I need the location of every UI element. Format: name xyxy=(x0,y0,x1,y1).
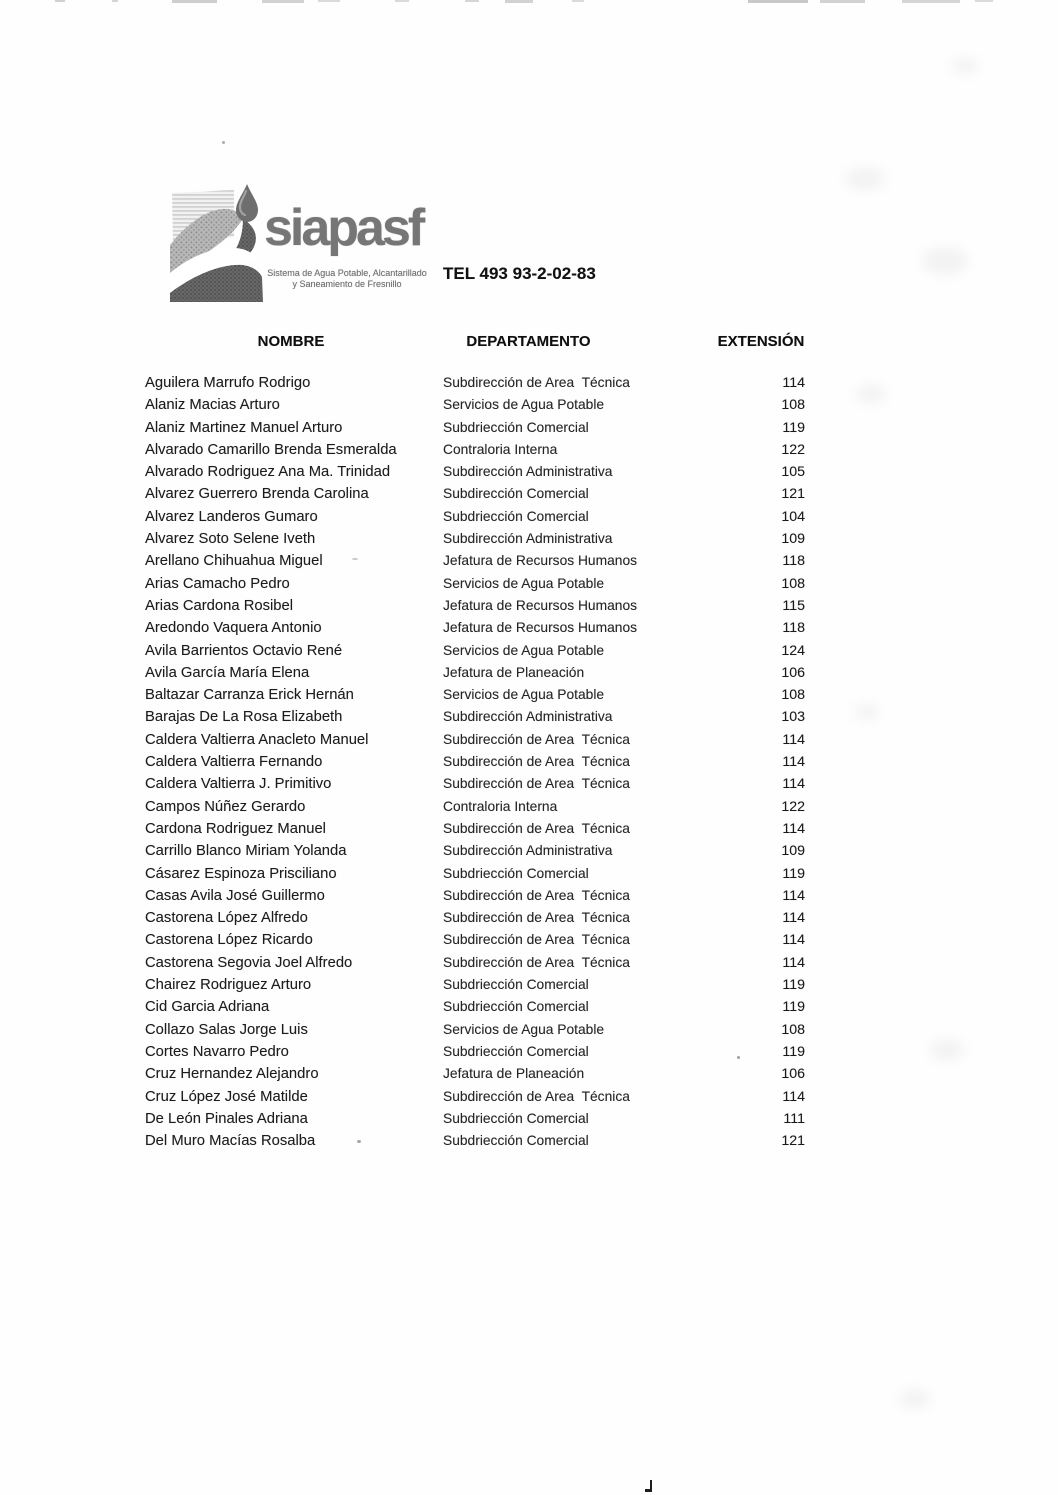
employee-name: Cruz López José Matilde xyxy=(145,1088,308,1105)
table-row xyxy=(0,375,1058,397)
employee-name: Avila García María Elena xyxy=(145,664,310,681)
table-row xyxy=(0,665,1058,687)
employee-department: Subdirección de Area Técnica xyxy=(443,820,630,836)
scan-artifact xyxy=(820,0,865,3)
employee-extension: 105 xyxy=(781,464,805,481)
scan-artifact xyxy=(465,0,479,2)
table-row xyxy=(0,1133,1058,1155)
table-row xyxy=(0,999,1058,1021)
employee-name: Del Muro Macías Rosalba xyxy=(145,1133,316,1150)
employee-department: Servicios de Agua Potable xyxy=(443,397,605,413)
employee-department: Contraloria Interna xyxy=(443,441,558,457)
table-row xyxy=(0,598,1058,620)
brand-wordmark: siapasf xyxy=(264,199,423,257)
employee-department: Subdirección de Area Técnica xyxy=(443,1088,630,1104)
employee-name: Campos Núñez Gerardo xyxy=(145,798,306,815)
table-row xyxy=(0,1089,1058,1111)
employee-department: Subdriección Comercial xyxy=(443,419,589,435)
employee-department: Subdriección Comercial xyxy=(443,1133,589,1149)
employee-department: Servicios de Agua Potable xyxy=(443,1021,605,1037)
table-row xyxy=(0,531,1058,553)
employee-name: Cardona Rodriguez Manuel xyxy=(145,820,326,837)
scan-artifact xyxy=(112,0,118,2)
employee-department: Subdirección de Area Técnica xyxy=(443,910,630,926)
column-header-nombre: NOMBRE xyxy=(257,333,325,350)
employee-name: Casas Avila José Guillermo xyxy=(145,887,325,904)
employee-extension: 111 xyxy=(783,1110,805,1127)
table-row xyxy=(0,955,1058,977)
employee-name: Caldera Valtierra Anacleto Manuel xyxy=(145,731,369,748)
employee-department: Subdriección Comercial xyxy=(443,1110,589,1126)
employee-extension: 124 xyxy=(781,642,805,659)
employee-department: Jefatura de Planeación xyxy=(443,1066,585,1082)
table-row xyxy=(0,486,1058,508)
employee-extension: 109 xyxy=(781,843,805,860)
table-row xyxy=(0,821,1058,843)
employee-extension: 108 xyxy=(781,575,805,592)
employee-extension: 114 xyxy=(782,776,805,793)
scan-artifact xyxy=(55,0,65,2)
employee-extension: 119 xyxy=(782,999,805,1016)
table-row xyxy=(0,553,1058,575)
table-row xyxy=(0,620,1058,642)
employee-name: Alvarez Guerrero Brenda Carolina xyxy=(145,486,369,503)
employee-name: Aguilera Marrufo Rodrigo xyxy=(145,375,311,391)
employee-department: Subdirección de Area Técnica xyxy=(443,932,630,948)
employee-department: Servicios de Agua Potable xyxy=(443,642,605,658)
employee-extension: 118 xyxy=(782,620,805,637)
scan-artifact xyxy=(975,0,993,2)
employee-name: Arellano Chihuahua Miguel xyxy=(145,553,323,570)
employee-extension: 119 xyxy=(782,977,805,994)
employee-department: Subdriección Comercial xyxy=(443,1043,589,1059)
siapasf-logo-mark xyxy=(170,181,264,308)
employee-name: Barajas De La Rosa Elizabeth xyxy=(145,709,343,726)
scan-artifact xyxy=(395,0,409,2)
column-header-extension: EXTENSIÓN xyxy=(717,333,805,350)
table-row xyxy=(0,732,1058,754)
employee-department: Servicios de Agua Potable xyxy=(443,687,605,703)
table-row xyxy=(0,709,1058,731)
table-row xyxy=(0,888,1058,910)
employee-name: Cruz Hernandez Alejandro xyxy=(145,1066,319,1083)
employee-extension: 114 xyxy=(782,954,805,971)
employee-extension: 114 xyxy=(782,1088,805,1105)
employee-name: Alaniz Macias Arturo xyxy=(145,397,280,414)
employee-extension: 122 xyxy=(781,798,805,815)
table-row xyxy=(0,464,1058,486)
scan-artifact xyxy=(748,0,808,3)
scan-artifact xyxy=(262,0,304,3)
employee-department: Subdirección de Area Técnica xyxy=(443,887,630,903)
scan-artifact xyxy=(845,168,885,190)
employee-department: Subdriección Comercial xyxy=(443,508,589,524)
brand-tagline-line2: y Saneamiento de Fresnillo xyxy=(292,279,402,289)
employee-extension: 108 xyxy=(781,397,805,414)
employee-extension: 118 xyxy=(782,553,805,570)
table-row xyxy=(0,977,1058,999)
employee-extension: 115 xyxy=(782,597,805,614)
employee-department: Jefatura de Recursos Humanos xyxy=(443,553,638,569)
employee-name: Alaniz Martinez Manuel Arturo xyxy=(145,419,343,436)
employee-department: Subdirección Administrativa xyxy=(443,531,613,547)
employee-name: Caldera Valtierra J. Primitivo xyxy=(145,776,332,793)
employee-extension: 108 xyxy=(781,1021,805,1038)
employee-extension: 114 xyxy=(782,910,805,927)
water-drop-waves-icon xyxy=(170,290,264,307)
employee-department: Subdirección Administrativa xyxy=(443,709,613,725)
scan-artifact xyxy=(172,0,217,3)
employee-name: Carrillo Blanco Miriam Yolanda xyxy=(145,843,347,860)
employee-department: Subdriección Comercial xyxy=(443,977,589,993)
employee-name: Cortes Navarro Pedro xyxy=(145,1043,289,1060)
employee-extension: 114 xyxy=(782,932,805,949)
employee-name: Avila Barrientos Octavio René xyxy=(145,642,343,659)
employee-department: Servicios de Agua Potable xyxy=(443,575,605,591)
employee-name: Castorena López Alfredo xyxy=(145,910,308,927)
scan-artifact xyxy=(222,141,225,144)
scan-artifact xyxy=(902,0,960,3)
employee-name: Aredondo Vaquera Antonio xyxy=(145,620,322,637)
employee-extension: 114 xyxy=(782,375,805,391)
scan-artifact xyxy=(318,0,340,2)
employee-extension: 121 xyxy=(781,1133,805,1150)
table-row xyxy=(0,910,1058,932)
employee-department: Subdriección Comercial xyxy=(443,999,589,1015)
employee-department: Subdirección de Area Técnica xyxy=(443,375,630,390)
scan-artifact xyxy=(645,1489,651,1492)
employee-department: Subdriección Comercial xyxy=(443,865,589,881)
employee-extension: 119 xyxy=(782,419,805,436)
employee-department: Jefatura de Recursos Humanos xyxy=(443,597,638,613)
employee-extension: 114 xyxy=(782,887,805,904)
employee-name: Arias Cardona Rosibel xyxy=(145,597,294,614)
brand-tagline xyxy=(258,268,436,290)
employee-department: Subdirección Administrativa xyxy=(443,464,613,480)
employee-department: Subdirección Comercial xyxy=(443,486,589,502)
employee-name: Caldera Valtierra Fernando xyxy=(145,754,323,771)
table-row xyxy=(0,843,1058,865)
employee-name: Chairez Rodriguez Arturo xyxy=(145,977,312,994)
employee-department: Jefatura de Planeación xyxy=(443,664,585,680)
table-row xyxy=(0,776,1058,798)
employee-name: Alvarado Camarillo Brenda Esmeralda xyxy=(145,441,397,458)
scan-artifact xyxy=(922,248,968,274)
table-row xyxy=(0,576,1058,598)
employee-extension: 119 xyxy=(782,865,805,882)
table-row xyxy=(0,866,1058,888)
employee-department: Jefatura de Recursos Humanos xyxy=(443,620,638,636)
table-row xyxy=(0,643,1058,665)
employee-department: Subdirección de Area Técnica xyxy=(443,954,630,970)
scan-artifact xyxy=(505,0,533,3)
employee-name: Collazo Salas Jorge Luis xyxy=(145,1021,308,1038)
employee-extension: 114 xyxy=(782,731,805,748)
employee-name: Alvarado Rodriguez Ana Ma. Trinidad xyxy=(145,464,391,481)
employee-department: Contraloria Interna xyxy=(443,798,558,814)
table-row xyxy=(0,1044,1058,1066)
table-row xyxy=(0,754,1058,776)
employee-extension: 106 xyxy=(781,1066,805,1083)
employee-extension: 114 xyxy=(782,820,805,837)
employee-department: Subdirección de Area Técnica xyxy=(443,776,630,792)
phone-number: TEL 493 93-2-02-83 xyxy=(443,264,596,283)
employee-name: Alvarez Landeros Gumaro xyxy=(145,508,318,525)
employee-extension: 108 xyxy=(781,687,805,704)
brand-tagline-line1: Sistema de Agua Potable, Alcantarillado xyxy=(267,268,427,278)
table-row xyxy=(0,687,1058,709)
employee-department: Subdirección de Area Técnica xyxy=(443,754,630,770)
employee-extension: 106 xyxy=(781,664,805,681)
table-row xyxy=(0,442,1058,464)
employee-extension: 109 xyxy=(781,531,805,548)
employee-name: Cid Garcia Adriana xyxy=(145,999,270,1016)
scan-artifact xyxy=(900,1390,930,1408)
employee-extension: 119 xyxy=(782,1043,805,1060)
employee-department: Subdirección Administrativa xyxy=(443,843,613,859)
employee-extension: 121 xyxy=(781,486,805,503)
employee-department: Subdirección de Area Técnica xyxy=(443,731,630,747)
employee-extension: 103 xyxy=(781,709,805,726)
directory-rows xyxy=(0,375,1058,1155)
employee-name: Alvarez Soto Selene Iveth xyxy=(145,531,316,548)
column-header-departamento: DEPARTAMENTO xyxy=(466,333,591,350)
table-row xyxy=(0,509,1058,531)
employee-name: Arias Camacho Pedro xyxy=(145,575,290,592)
employee-name: Castorena Segovia Joel Alfredo xyxy=(145,954,353,971)
employee-name: Cásarez Espinoza Prisciliano xyxy=(145,865,337,882)
employee-name: Baltazar Carranza Erick Hernán xyxy=(145,687,354,704)
employee-extension: 104 xyxy=(781,508,805,525)
table-row xyxy=(0,799,1058,821)
table-row xyxy=(0,1111,1058,1133)
scan-artifact xyxy=(650,1480,652,1492)
scan-artifact xyxy=(952,58,978,74)
table-row xyxy=(0,420,1058,442)
employee-extension: 122 xyxy=(781,441,805,458)
employee-name: De León Pinales Adriana xyxy=(145,1110,308,1127)
table-row xyxy=(0,1022,1058,1044)
table-row xyxy=(0,397,1058,419)
table-row xyxy=(0,1066,1058,1088)
employee-extension: 114 xyxy=(782,754,805,771)
employee-name: Castorena López Ricardo xyxy=(145,932,313,949)
table-row xyxy=(0,932,1058,954)
scan-artifact xyxy=(572,0,584,2)
